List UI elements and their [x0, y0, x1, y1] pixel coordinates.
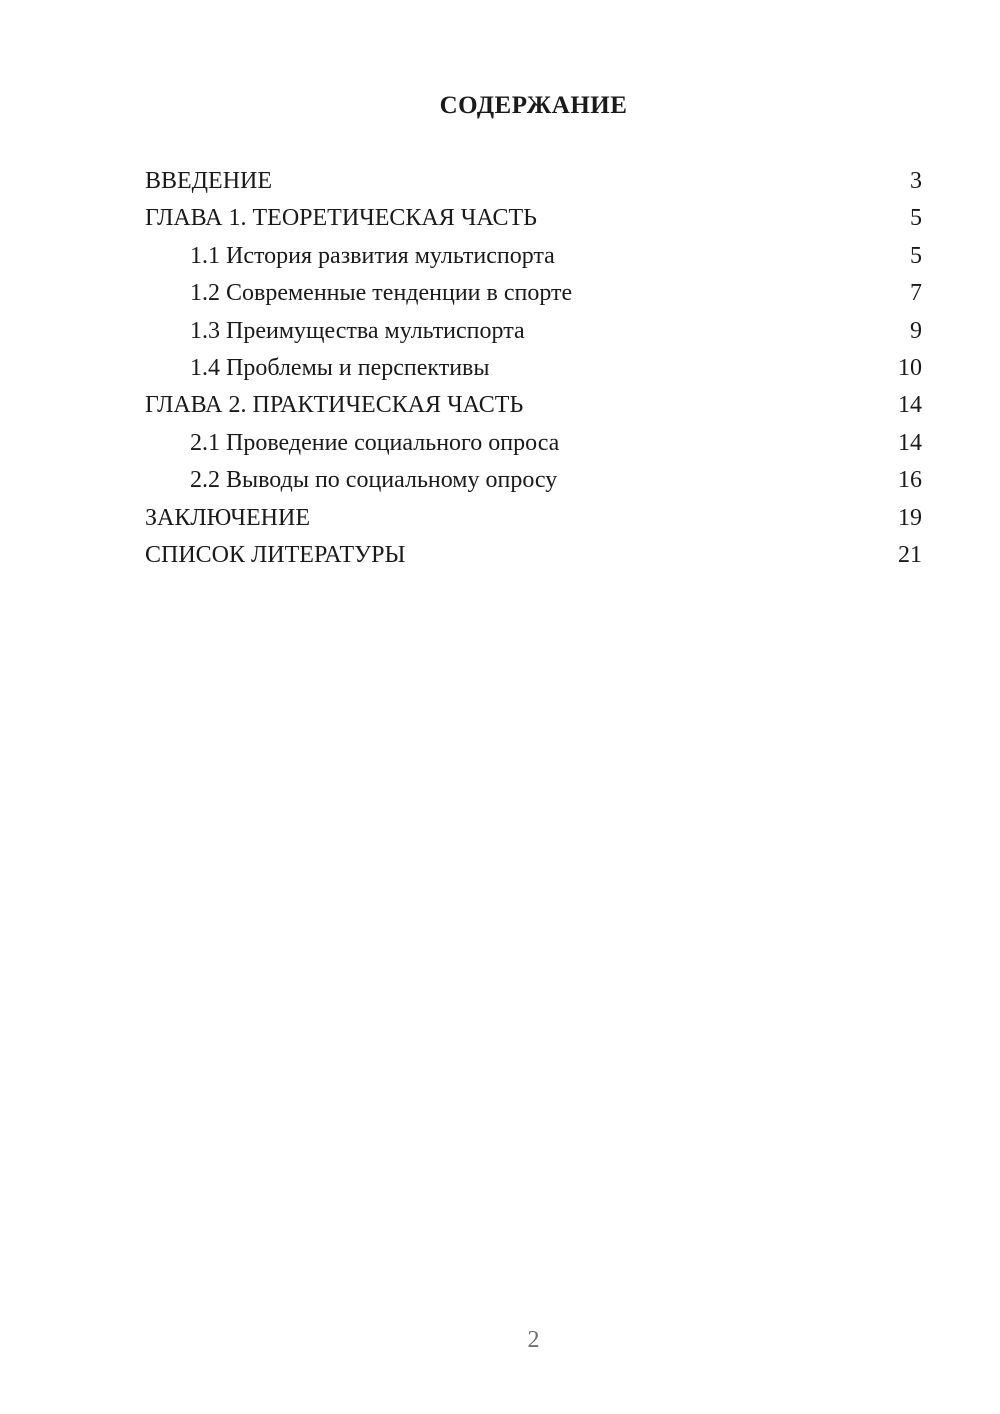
toc-entry-page: 14 — [898, 429, 922, 456]
toc-entry-glava-2 — [145, 387, 922, 424]
toc-entry-label: ГЛАВА 2. ПРАКТИЧЕСКАЯ ЧАСТЬ — [145, 392, 524, 419]
toc-entry-label: 2.2 Выводы по социальному опросу — [190, 467, 558, 494]
toc-entry-page: 5 — [910, 205, 922, 232]
toc-entry-page: 19 — [898, 504, 922, 531]
toc-entry-label: 1.2 Современные тенденции в спорте — [190, 280, 573, 307]
toc-entry-zaklyuchenie — [145, 500, 922, 537]
toc-entry-spisok-literatury — [145, 537, 922, 574]
toc-entry-page: 5 — [910, 242, 922, 269]
toc-entry-vvedenie — [145, 163, 922, 200]
toc-entry-page: 16 — [898, 467, 922, 494]
toc-entry-page: 14 — [898, 392, 922, 419]
toc-entry-label: СПИСОК ЛИТЕРАТУРЫ — [145, 542, 406, 569]
toc-entry-label: ГЛАВА 1. ТЕОРЕТИЧЕСКАЯ ЧАСТЬ — [145, 205, 537, 232]
toc-entry-label: 1.4 Проблемы и перспективы — [190, 355, 490, 382]
page-content — [0, 0, 1000, 574]
toc-entry-page: 10 — [898, 355, 922, 382]
toc-entry-2-1 — [145, 425, 922, 462]
toc-entry-page: 9 — [910, 317, 922, 344]
toc-entry-page: 3 — [910, 168, 922, 194]
toc-entry-1-1 — [145, 238, 922, 275]
toc-entry-label: ЗАКЛЮЧЕНИЕ — [145, 504, 310, 531]
toc-entry-page: 21 — [898, 542, 922, 569]
toc-entry-page: 7 — [910, 280, 922, 307]
toc-entry-label: 2.1 Проведение социального опроса — [190, 429, 560, 456]
toc-entry-1-2 — [145, 275, 922, 312]
page-title: СОДЕРЖАНИЕ — [439, 92, 628, 119]
toc-entry-1-3 — [145, 313, 922, 350]
toc-entry-label: ВВЕДЕНИЕ — [145, 168, 273, 194]
table-of-contents — [145, 163, 922, 574]
toc-entry-1-4 — [145, 350, 922, 387]
footer-page-number: 2 — [527, 1327, 540, 1353]
toc-entry-glava-1 — [145, 200, 922, 237]
toc-entry-label: 1.1 История развития мультиспорта — [190, 242, 555, 269]
toc-entry-label: 1.3 Преимущества мультиспорта — [190, 317, 525, 344]
toc-entry-2-2 — [145, 462, 922, 499]
